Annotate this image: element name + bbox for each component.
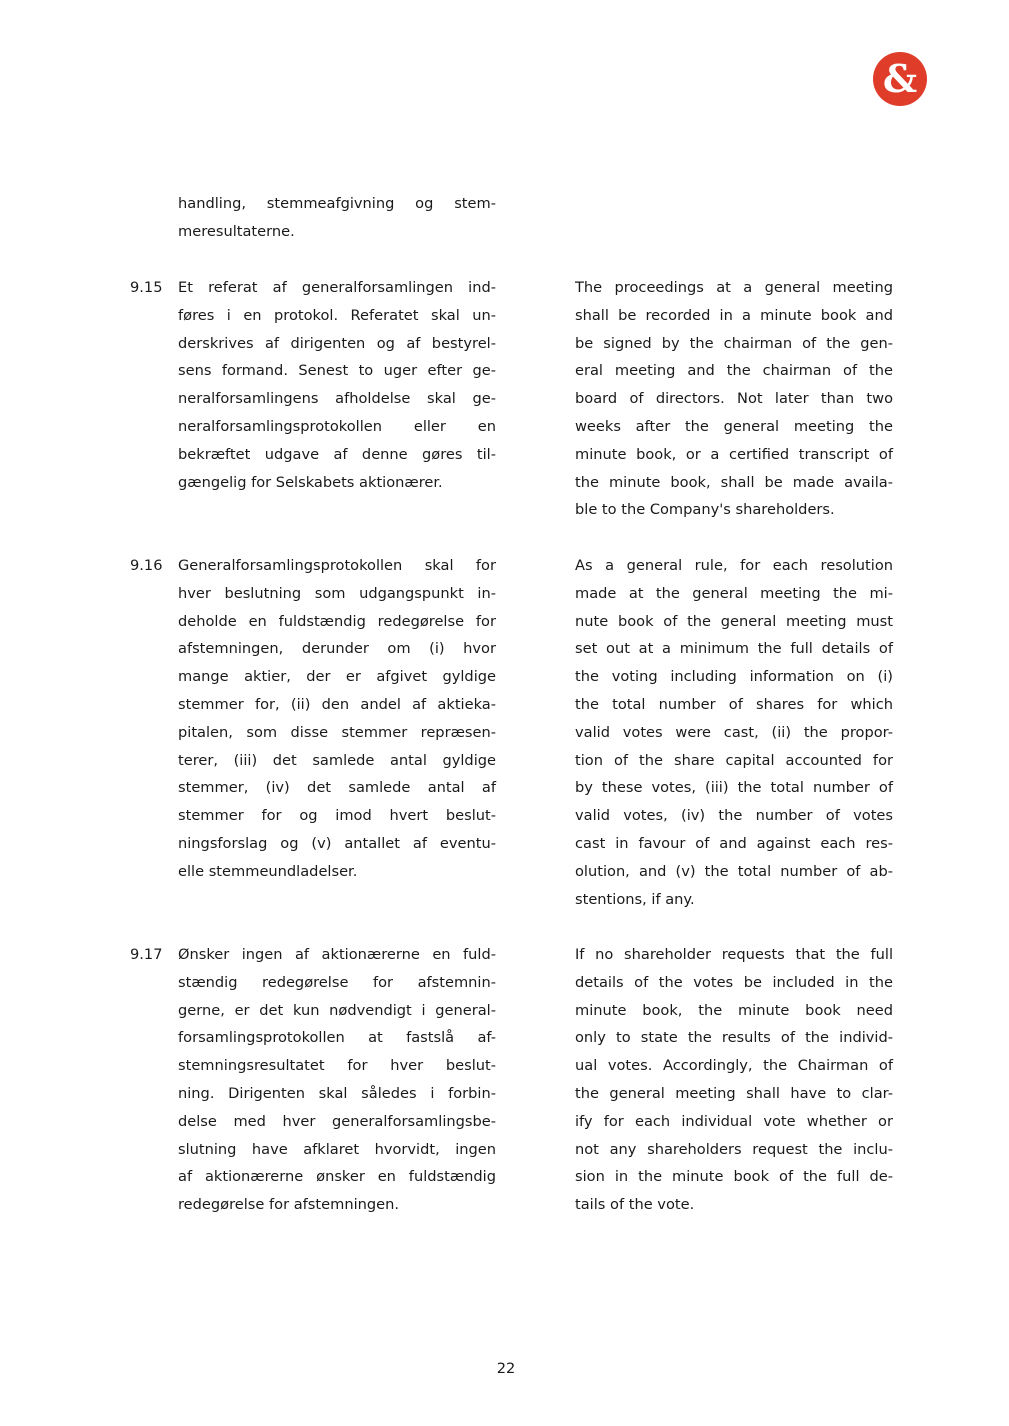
text-line: nute book of the general meeting must bbox=[575, 612, 893, 630]
text-line: If no shareholder requests that the full bbox=[575, 946, 893, 963]
text-line: the general meeting shall have to clar- bbox=[575, 1084, 893, 1102]
text-line: føres i en protokol. Referatet skal un- bbox=[178, 306, 496, 324]
text-line: gerne, er det kun nødvendigt i general- bbox=[178, 1001, 496, 1019]
text-line: terer, (iii) det samlede antal gyldige bbox=[178, 751, 496, 769]
text-line: minute book, or a certified transcript of bbox=[575, 445, 893, 463]
section-9-16-danish bbox=[178, 552, 496, 886]
text-line: hver beslutning som udgangspunkt in- bbox=[178, 584, 496, 602]
text-line: not any shareholders request the inclu- bbox=[575, 1140, 893, 1158]
text-line: details of the votes be included in the bbox=[575, 973, 893, 991]
text-line: shall be recorded in a minute book and bbox=[575, 306, 893, 324]
text-line: bekræftet udgave af denne gøres til- bbox=[178, 445, 496, 463]
text-line: Generalforsamlingsprotokollen skal for bbox=[178, 557, 496, 574]
text-line: the minute book, shall be made availa- bbox=[575, 473, 893, 491]
text-line: only to state the results of the individ- bbox=[575, 1029, 893, 1047]
section-number: 9.15 bbox=[130, 279, 163, 296]
text-line: ning. Dirigenten skal således i forbin- bbox=[178, 1084, 496, 1102]
text-line: made at the general meeting the mi- bbox=[575, 584, 893, 602]
text-line: neralforsamlingens afholdelse skal ge- bbox=[178, 390, 496, 408]
text-line: be signed by the chairman of the gen- bbox=[575, 334, 893, 352]
text-line: the total number of shares for which bbox=[575, 695, 893, 713]
text-line: valid votes were cast, (ii) the propor- bbox=[575, 723, 893, 741]
text-line: The proceedings at a general meeting bbox=[575, 279, 893, 296]
text-line: stemmer for, (ii) den andel af aktieka- bbox=[178, 695, 496, 713]
text-line: tails of the vote. bbox=[575, 1196, 695, 1214]
section-number: 9.17 bbox=[130, 946, 163, 963]
text-line: minute book, the minute book need bbox=[575, 1001, 893, 1019]
text-line: sion in the minute book of the full de- bbox=[575, 1168, 893, 1186]
text-line: neralforsamlingsprotokollen eller en bbox=[178, 417, 496, 435]
section-number: 9.16 bbox=[130, 557, 163, 574]
section-9-17-danish bbox=[178, 941, 496, 1219]
text-line: handling, stemmeafgivning og stem- bbox=[178, 195, 496, 212]
text-line: Et referat af generalforsamlingen ind- bbox=[178, 279, 496, 296]
text-line: meresultaterne. bbox=[178, 222, 295, 240]
text-line: olution, and (v) the total number of ab- bbox=[575, 862, 893, 880]
text-line: deholde en fuldstændig redegørelse for bbox=[178, 612, 496, 630]
text-line: redegørelse for afstemningen. bbox=[178, 1196, 400, 1214]
text-line: board of directors. Not later than two bbox=[575, 390, 893, 408]
text-line: afstemningen, derunder om (i) hvor bbox=[178, 640, 496, 658]
text-line: ningsforslag og (v) antallet af eventu- bbox=[178, 834, 496, 852]
text-line: As a general rule, for each resolution bbox=[575, 557, 893, 574]
text-line: derskrives af dirigenten og af bestyrel- bbox=[178, 334, 496, 352]
text-line: forsamlingsprotokollen at fastslå af- bbox=[178, 1029, 496, 1047]
text-line: stentions, if any. bbox=[575, 890, 695, 908]
text-line: pitalen, som disse stemmer repræsen- bbox=[178, 723, 496, 741]
text-line: weeks after the general meeting the bbox=[575, 417, 893, 435]
text-line: slutning have afklaret hvorvidt, ingen bbox=[178, 1140, 496, 1158]
text-line: stemningsresultatet for hver beslut- bbox=[178, 1057, 496, 1075]
section-9-15-danish bbox=[178, 274, 496, 496]
text-line: elle stemmeundladelser. bbox=[178, 862, 358, 880]
text-line: ble to the Company's shareholders. bbox=[575, 501, 835, 519]
text-line: set out at a minimum the full details of bbox=[575, 640, 893, 658]
company-logo: & bbox=[873, 52, 927, 106]
text-line: stændig redegørelse for afstemnin- bbox=[178, 973, 496, 991]
carryover-paragraph-da bbox=[178, 190, 496, 246]
text-line: the voting including information on (i) bbox=[575, 668, 893, 686]
text-line: Ønsker ingen af aktionærerne en fuld- bbox=[178, 946, 496, 963]
text-line: valid votes, (iv) the number of votes bbox=[575, 807, 893, 825]
text-line: tion of the share capital accounted for bbox=[575, 751, 893, 769]
text-line: gængelig for Selskabets aktionærer. bbox=[178, 473, 443, 491]
page-number: 22 bbox=[496, 1360, 516, 1377]
text-line: ify for each individual vote whether or bbox=[575, 1112, 893, 1130]
text-line: eral meeting and the chairman of the bbox=[575, 362, 893, 380]
text-line: delse med hver generalforsamlingsbe- bbox=[178, 1112, 496, 1130]
text-line: ual votes. Accordingly, the Chairman of bbox=[575, 1057, 893, 1075]
section-9-17-english bbox=[575, 941, 893, 1219]
text-line: cast in favour of and against each res- bbox=[575, 834, 893, 852]
section-9-15-english bbox=[575, 274, 893, 524]
text-line: by these votes, (iii) the total number of bbox=[575, 779, 893, 797]
text-line: stemmer for og imod hvert beslut- bbox=[178, 807, 496, 825]
section-9-16-english bbox=[575, 552, 893, 913]
text-line: sens formand. Senest to uger efter ge- bbox=[178, 362, 496, 380]
text-line: af aktionærerne ønsker en fuldstændig bbox=[178, 1168, 496, 1186]
text-line: mange aktier, der er afgivet gyldige bbox=[178, 668, 496, 686]
text-line: stemmer, (iv) det samlede antal af bbox=[178, 779, 496, 797]
